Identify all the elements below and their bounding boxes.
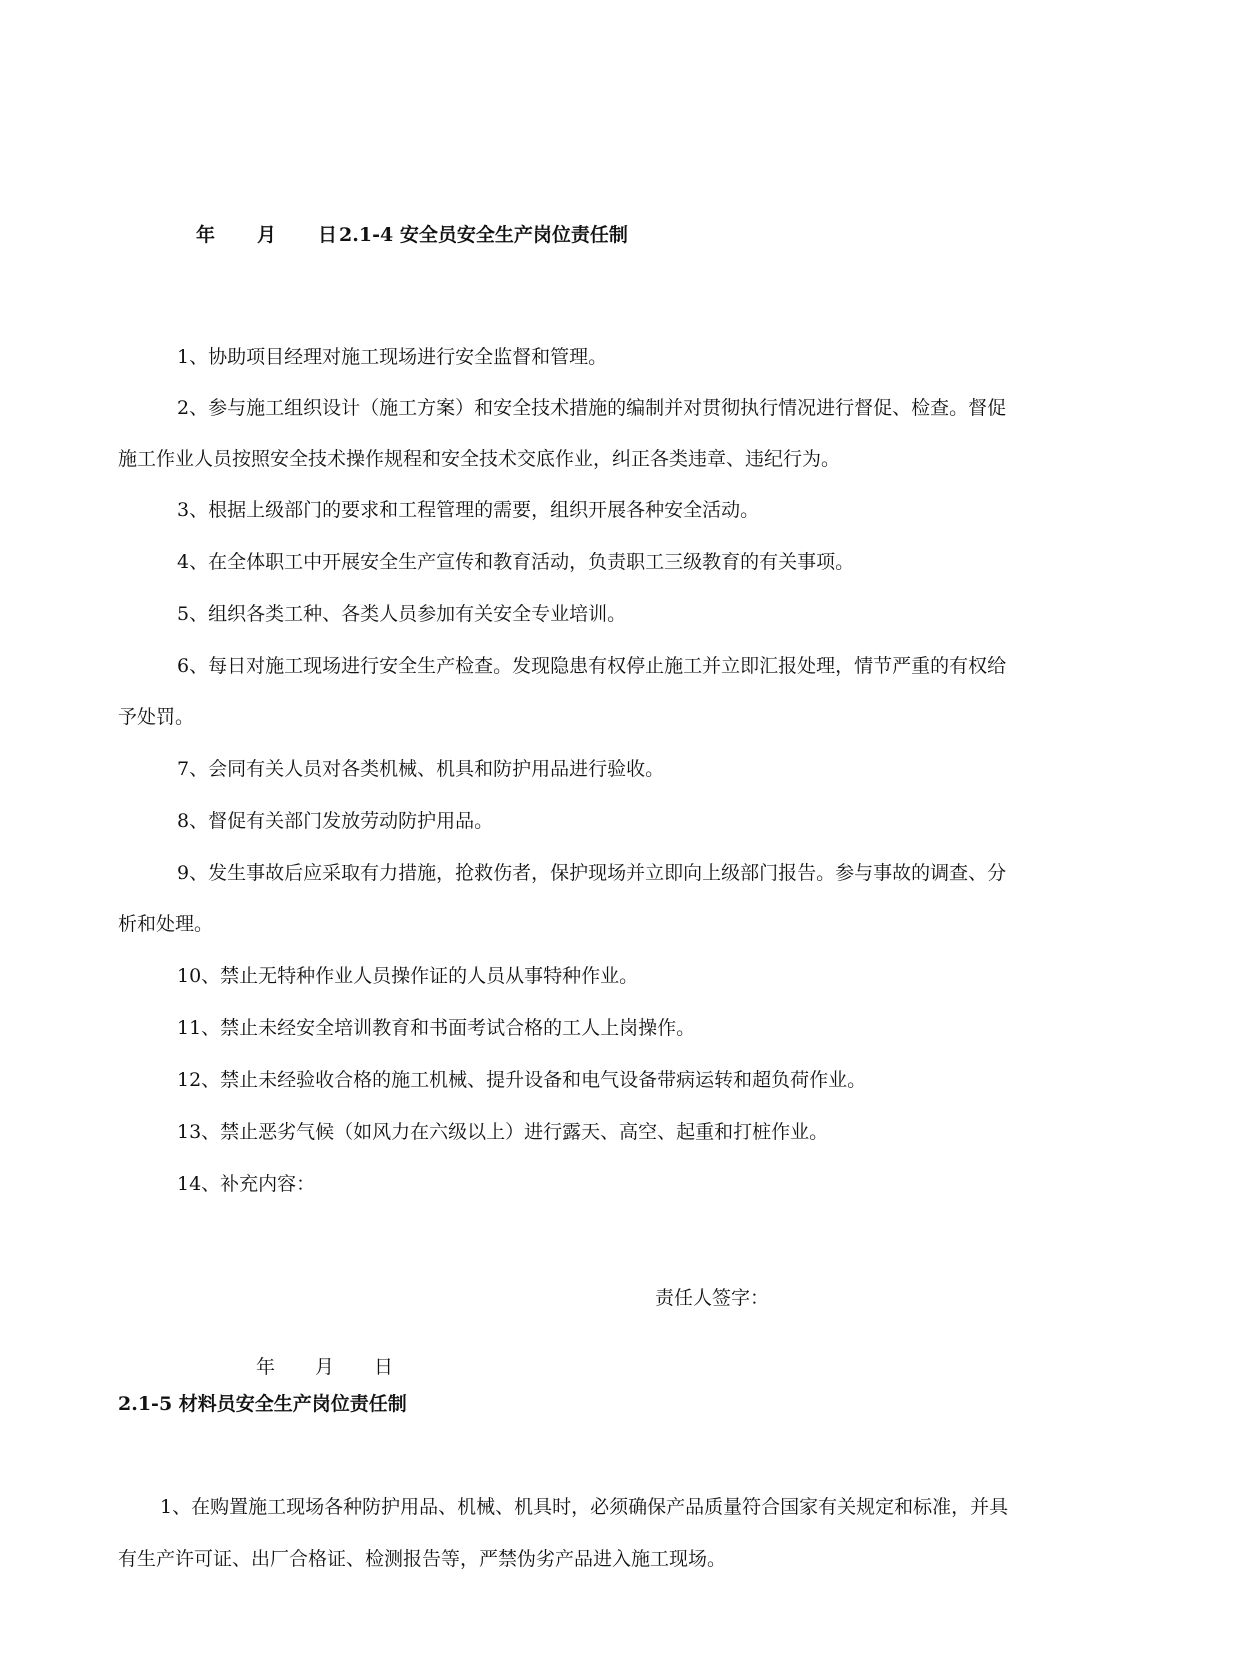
list-item: 9、发生事故后应采取有力措施，抢救伤者，保护现场并立即向上级部门报告。参与事故的调查、分 <box>177 862 1007 884</box>
sign-date-year: 年 <box>256 1356 276 1378</box>
date-month: 月 <box>257 224 277 246</box>
sign-date-day: 日 <box>374 1356 394 1378</box>
list-item: 7、会同有关人员对各类机械、机具和防护用品进行验收。 <box>177 758 665 780</box>
list-item: 6、每日对施工现场进行安全生产检查。发现隐患有权停止施工并立即汇报处理，情节严重的有权给 <box>177 655 1007 677</box>
list-item: 8、督促有关部门发放劳动防护用品。 <box>177 810 494 832</box>
list-item: 10、禁止无特种作业人员操作证的人员从事特种作业。 <box>177 965 639 987</box>
date-day: 日 <box>318 224 338 246</box>
list-item: 2、参与施工组织设计（施工方案）和安全技术措施的编制并对贯彻执行情况进行督促、检查。督促 <box>177 397 1007 419</box>
list-item: 14、补充内容： <box>177 1173 316 1195</box>
list-item: 1、协助项目经理对施工现场进行安全监督和管理。 <box>177 346 608 368</box>
list-item-continuation: 有生产许可证、出厂合格证、检测报告等，严禁伪劣产品进入施工现场。 <box>118 1548 727 1570</box>
section2-title: 2.1-5 材料员安全生产岗位责任制 <box>118 1393 407 1415</box>
sign-date-month: 月 <box>315 1356 335 1378</box>
section1-heading-line <box>196 222 628 248</box>
list-item: 5、组织各类工种、各类人员参加有关安全专业培训。 <box>177 603 627 625</box>
list-item: 4、在全体职工中开展安全生产宣传和教育活动，负责职工三级教育的有关事项。 <box>177 551 855 573</box>
list-item: 12、禁止未经验收合格的施工机械、提升设备和电气设备带病运转和超负荷作业。 <box>177 1069 867 1091</box>
date-year: 年 <box>196 224 216 246</box>
list-item: 13、禁止恶劣气候（如风力在六级以上）进行露天、高空、起重和打桩作业。 <box>177 1121 829 1143</box>
signature-label: 责任人签字： <box>655 1287 770 1309</box>
section1-title: 2.1-4 安全员安全生产岗位责任制 <box>339 224 628 246</box>
list-item-continuation: 施工作业人员按照安全技术操作规程和安全技术交底作业，纠正各类违章、违纪行为。 <box>118 448 841 470</box>
list-item-continuation: 予处罚。 <box>118 706 195 728</box>
signature-date-line <box>256 1354 393 1380</box>
list-item: 1、在购置施工现场各种防护用品、机械、机具时，必须确保产品质量符合国家有关规定和标准，并具 <box>160 1496 1009 1518</box>
list-item: 11、禁止未经安全培训教育和书面考试合格的工人上岗操作。 <box>177 1017 696 1039</box>
list-item-continuation: 析和处理。 <box>118 913 214 935</box>
list-item: 3、根据上级部门的要求和工程管理的需要，组织开展各种安全活动。 <box>177 499 760 521</box>
